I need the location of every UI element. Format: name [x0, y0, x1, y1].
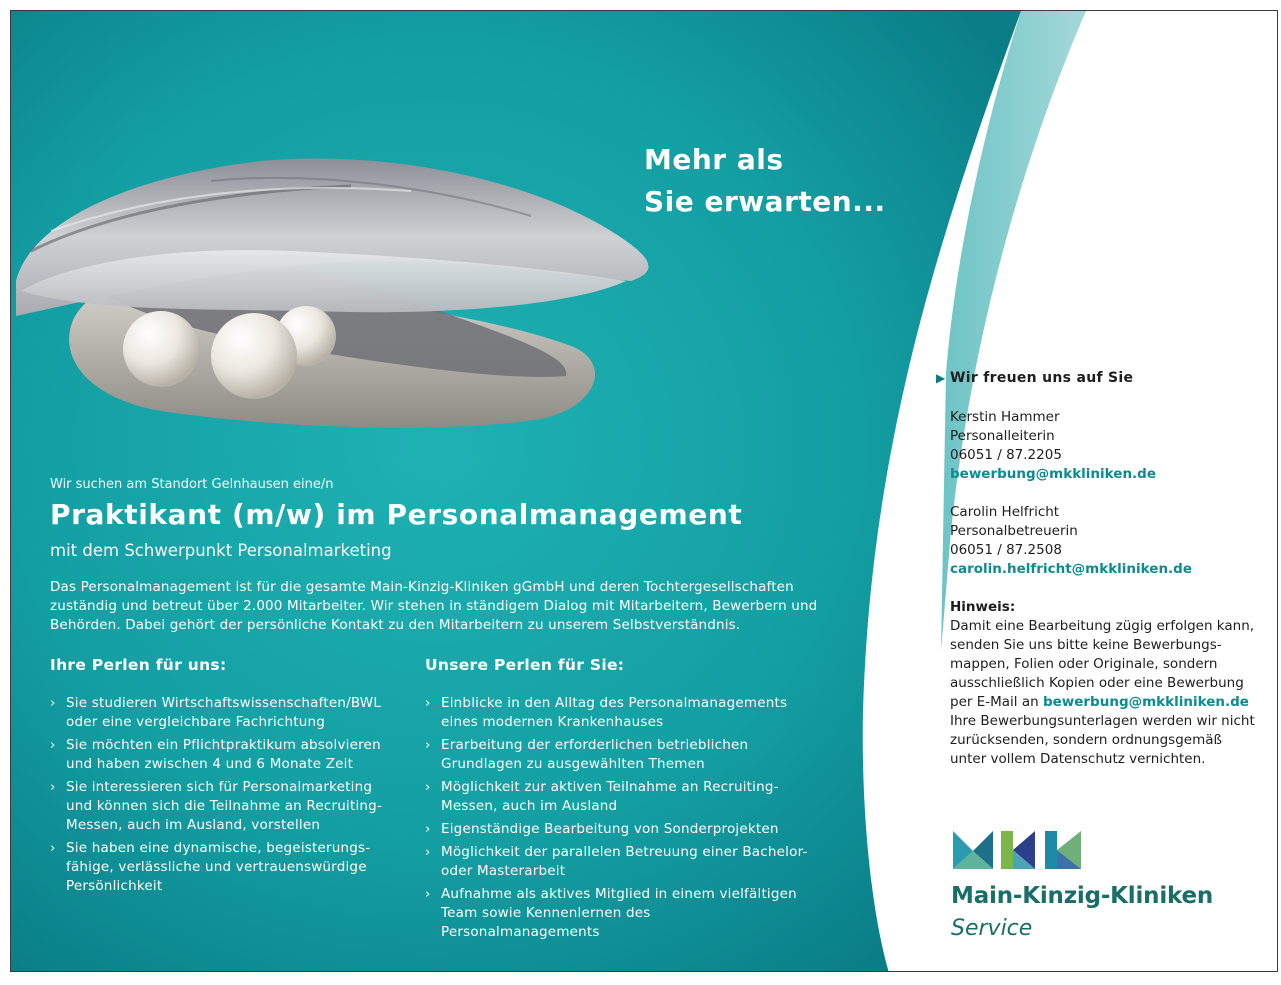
- bullet-chevron-icon: ›: [425, 737, 431, 753]
- list-item: › Möglichkeit zur aktiven Teilnahme an Recruiting- Messen, auch im Ausland: [425, 779, 779, 814]
- headline: [644, 139, 886, 223]
- contact-card: [950, 408, 1276, 484]
- job-subtitle: mit dem Schwerpunkt Personalmarketing: [50, 541, 392, 560]
- mkk-logo-icon: [951, 829, 1083, 873]
- contact-name: Kerstin Hammer: [950, 409, 1060, 425]
- requirements-heading: Ihre Perlen für uns:: [50, 656, 227, 674]
- note-title: Hinweis:: [950, 599, 1016, 615]
- job-title: Praktikant (m/w) im Personalmanagement: [50, 498, 743, 531]
- list-item: › Einblicke in den Alltag des Personalmanagements eines modernen Krankenhauses: [425, 695, 788, 730]
- contact-heading: ▶ Wir freuen uns auf Sie: [936, 370, 1134, 386]
- note-email-link[interactable]: bewerbung@mkkliniken.de: [1042, 694, 1249, 710]
- logo-name: Main-Kinzig-Kliniken: [951, 883, 1214, 909]
- list-item: › Sie studieren Wirtschaftswissenschaften/BWL oder eine vergleichbare Fachrichtung: [50, 695, 382, 730]
- contact-role: Personalbetreuerin: [950, 523, 1078, 539]
- contact-email-link[interactable]: bewerbung@mkkliniken.de: [950, 466, 1157, 482]
- contact-phone: 06051 / 87.2508: [950, 542, 1062, 558]
- benefits-heading: Unsere Perlen für Sie:: [425, 656, 625, 674]
- pearl-1: [123, 311, 199, 387]
- list-item: › Aufnahme als aktives Mitglied in einem vielfältigen Team sowie Kennenlernen des Personalmanagements: [425, 886, 797, 940]
- requirements-column: [50, 656, 410, 900]
- requirements-list: [50, 694, 410, 896]
- list-item: › Möglichkeit der parallelen Betreuung einer Bachelor- oder Masterarbeit: [425, 844, 808, 879]
- logo-subtitle: Service: [951, 916, 1033, 941]
- job-description: [50, 477, 850, 635]
- list-item: › Sie interessieren sich für Personalmarketing und können sich die Teilnahme an Recruiting- Messen, auch im Ausland, vorstellen: [50, 779, 383, 833]
- description-text: Das Personalmanagement ist für die gesamte Main-Kinzig-Kliniken gGmbH und deren Tochtergesellschaften zuständig und betreut über 2.000 Mitarbeiter. Wir stehen in ständigem Dialog mit Mitarbeitern, Bewerbern und Behörden. Dabei gehört der persönliche Kontakt zu den Mitarbeitern zu unserem Selbstverständnis.: [50, 579, 818, 633]
- contact-name: Carolin Helfricht: [950, 504, 1060, 520]
- contact-role: Personalleiterin: [950, 428, 1055, 444]
- arrow-right-icon: ▶: [936, 371, 946, 385]
- contact-section: [936, 369, 1276, 769]
- bullet-chevron-icon: ›: [425, 886, 431, 902]
- bullet-chevron-icon: ›: [425, 695, 431, 711]
- benefits-column: [425, 656, 845, 946]
- application-note: [950, 598, 1276, 769]
- headline-line-2: Sie erwarten...: [644, 185, 886, 218]
- intro-text: Wir suchen am Standort Gelnhausen eine/n: [50, 477, 334, 492]
- headline-line-1: Mehr als: [644, 143, 784, 176]
- contact-email-link[interactable]: carolin.helfricht@mkkliniken.de: [950, 561, 1193, 577]
- contact-card: [950, 503, 1276, 579]
- pearl-2: [211, 313, 297, 399]
- bullet-chevron-icon: ›: [425, 844, 431, 860]
- list-item: › Sie möchten ein Pflichtpraktikum absolvieren und haben zwischen 4 und 6 Monate Zeit: [50, 737, 381, 772]
- benefits-list: [425, 694, 845, 942]
- bullet-chevron-icon: ›: [50, 695, 56, 711]
- list-item: › Eigenständige Bearbeitung von Sonderprojekten: [425, 821, 779, 837]
- list-item: › Sie haben eine dynamische, begeisterungs- fähige, verlässliche und vertrauenswürdige Persönlichkeit: [50, 840, 371, 894]
- bullet-chevron-icon: ›: [425, 821, 431, 837]
- bullet-chevron-icon: ›: [425, 779, 431, 795]
- bullet-chevron-icon: ›: [50, 840, 56, 856]
- list-item: › Erarbeitung der erforderlichen betrieblichen Grundlagen zu ausgewählten Themen: [425, 737, 749, 772]
- note-text: Damit eine Bearbeitung zügig erfolgen kann, senden Sie uns bitte keine Bewerbungs- mappen, Folien oder Originale, sondern ausschließlich Kopien oder eine Bewerbung per E-Mail an bewerbung@mkkliniken.de Ihre Bewerbungsunterlagen werden wir nicht zurücksenden, sondern ordnungsgemäß unter vollem Datenschutz vernichten.: [950, 618, 1255, 767]
- oyster-shell-image: [11, 141, 661, 431]
- bullet-chevron-icon: ›: [50, 779, 56, 795]
- bullet-chevron-icon: ›: [50, 737, 56, 753]
- advertisement-frame: [10, 10, 1278, 972]
- contact-phone: 06051 / 87.2205: [950, 447, 1062, 463]
